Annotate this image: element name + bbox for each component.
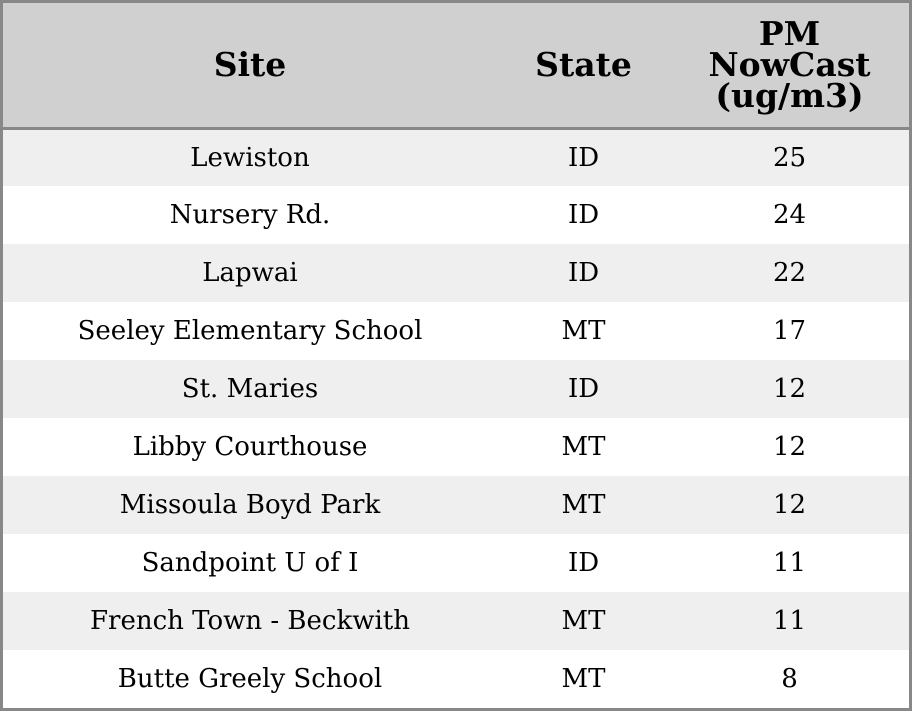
state-cell: ID	[567, 142, 600, 173]
column-header-pm-line-1: PM	[758, 14, 821, 54]
site-cell: Sandpoint U of I	[141, 548, 359, 578]
pm-nowcast-cell: 25	[772, 142, 807, 173]
pm-nowcast-cell: 24	[772, 200, 807, 230]
pm-nowcast-cell: 8	[781, 664, 798, 694]
site-cell: Libby Courthouse	[132, 432, 368, 462]
pm-nowcast-cell: 22	[772, 258, 807, 288]
table-row	[3, 302, 909, 360]
table-row	[3, 244, 909, 302]
column-header-site: Site	[3, 3, 497, 128]
state-cell: MT	[561, 490, 606, 520]
pm-nowcast-cell: 12	[772, 490, 807, 520]
site-cell: Nursery Rd.	[169, 200, 331, 230]
site-cell: Lewiston	[190, 142, 310, 173]
pm-nowcast-cell: 11	[772, 548, 807, 578]
site-cell: Lapwai	[202, 258, 298, 288]
pm-nowcast-cell: 17	[772, 316, 807, 346]
state-cell: ID	[567, 200, 600, 230]
state-cell: ID	[567, 374, 600, 404]
state-cell: ID	[567, 258, 600, 288]
site-cell: Missoula Boyd Park	[119, 490, 381, 520]
table-row	[3, 418, 909, 476]
site-cell: Butte Greely School	[117, 664, 383, 694]
table-body	[3, 128, 909, 708]
table-row	[3, 186, 909, 244]
state-cell: MT	[561, 316, 606, 346]
pm-nowcast-cell: 12	[772, 432, 807, 462]
site-cell: St. Maries	[181, 374, 319, 404]
site-cell: French Town - Beckwith	[89, 606, 411, 636]
table-row	[3, 476, 909, 534]
state-cell: MT	[561, 606, 606, 636]
pm-nowcast-cell: 11	[772, 606, 807, 636]
state-cell: MT	[561, 432, 606, 462]
table-row	[3, 360, 909, 418]
table-header	[3, 3, 909, 128]
pm-nowcast-cell: 12	[772, 374, 807, 404]
state-cell: ID	[567, 548, 600, 578]
state-cell: MT	[561, 664, 606, 694]
table-row	[3, 650, 909, 708]
column-header-pm-line-3: (ug/m3)	[715, 76, 864, 116]
header-row	[3, 3, 909, 128]
data-table	[3, 3, 909, 708]
site-cell: Seeley Elementary School	[77, 316, 423, 346]
column-header-state: State	[497, 3, 670, 128]
column-header-pm-nowcast	[670, 3, 909, 128]
column-header-pm-line-2: NowCast	[708, 45, 871, 85]
table-row	[3, 534, 909, 592]
table-row	[3, 592, 909, 650]
table-row	[3, 128, 909, 186]
